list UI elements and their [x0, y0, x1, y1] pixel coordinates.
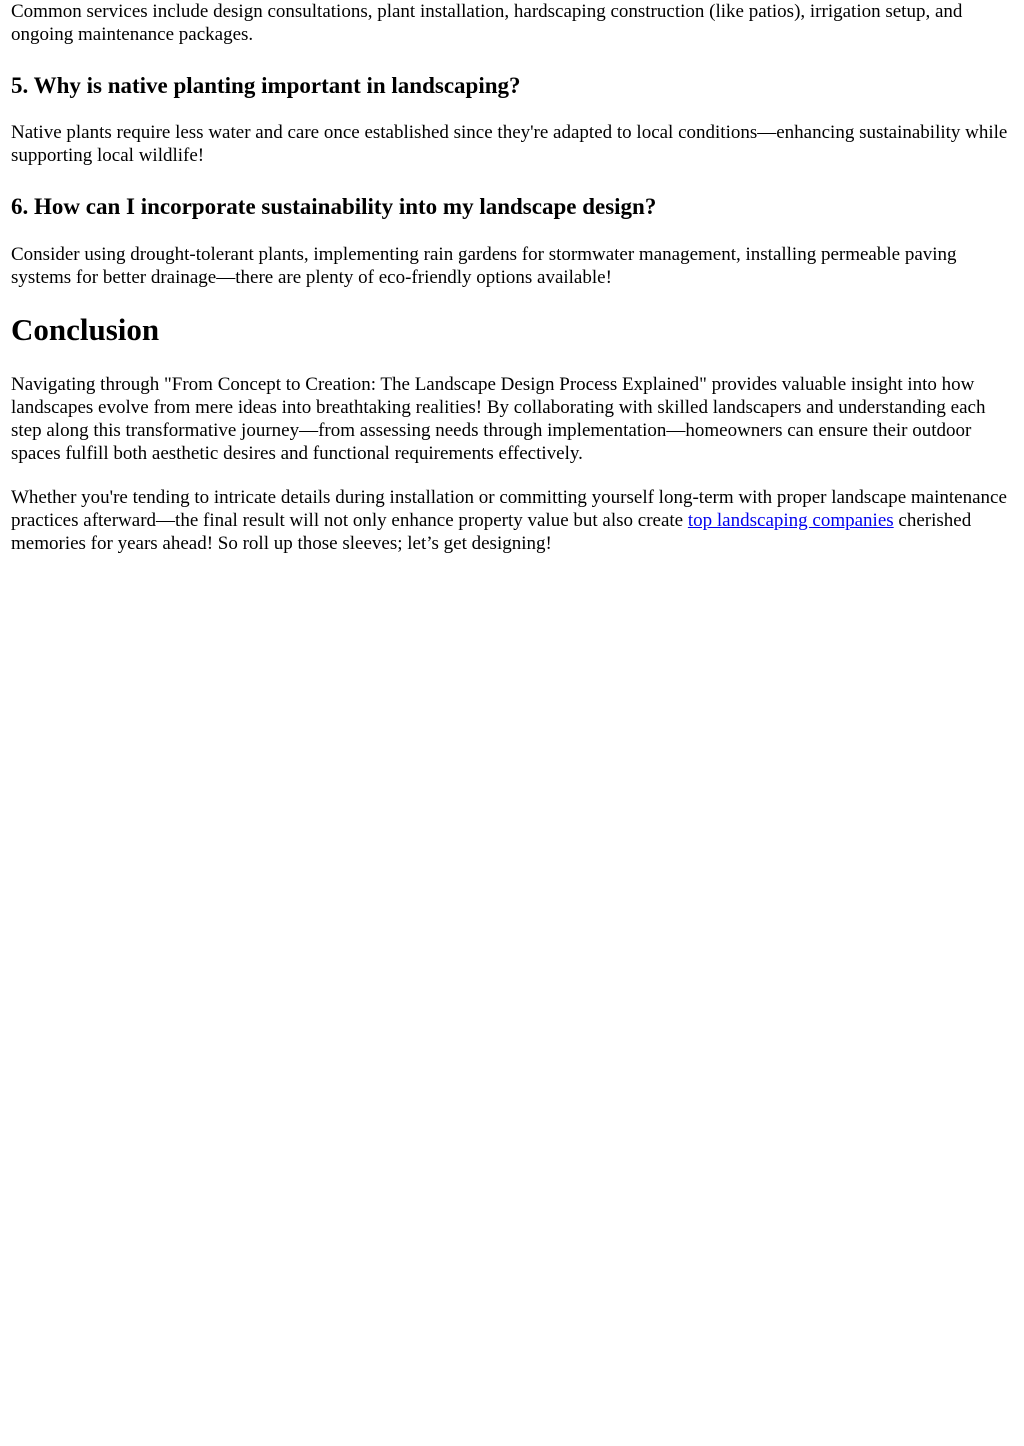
conclusion-paragraph-2-start: Whether you're tending to intricate details during installation or committing yourself long-term with proper landscape maintenance practices afterward—the final result will not only enhance property value but also create — [11, 487, 1007, 531]
conclusion-paragraph-2-end: cherished memories for years ahead! So roll up those sleeves; let’s get designing! — [11, 510, 972, 554]
top-landscaping-companies-link[interactable]: top landscaping companies — [687, 510, 894, 531]
conclusion-paragraph-2 — [11, 486, 1016, 555]
conclusion-paragraph-1: Navigating through "From Concept to Creation: The Landscape Design Process Explained" provides valuable insight into how landscapes evolve from mere ideas into breathtaking realities! By collaborating with skilled landscapers and understanding each step along this transformative journey—from assessing needs through implementation—homeowners can ensure their outdoor spaces fulfill both aesthetic desires and functional requirements effectively. — [11, 374, 986, 464]
faq-question-5: 5. Why is native planting important in landscaping? — [11, 73, 521, 98]
faq-question-6: 6. How can I incorporate sustainability into my landscape design? — [11, 194, 657, 219]
faq-answer-4: Common services include design consultations, plant installation, hardscaping construction (like patios), irrigation setup, and ongoing maintenance packages. — [11, 1, 963, 45]
article-content — [0, 0, 1024, 555]
faq-answer-6: Consider using drought-tolerant plants, implementing rain gardens for stormwater management, installing permeable paving systems for better drainage—there are plenty of eco-friendly options available! — [11, 244, 957, 288]
conclusion-heading: Conclusion — [11, 312, 160, 347]
faq-answer-5: Native plants require less water and care once established since they're adapted to local conditions—enhancing sustainability while supporting local wildlife! — [11, 122, 1008, 166]
